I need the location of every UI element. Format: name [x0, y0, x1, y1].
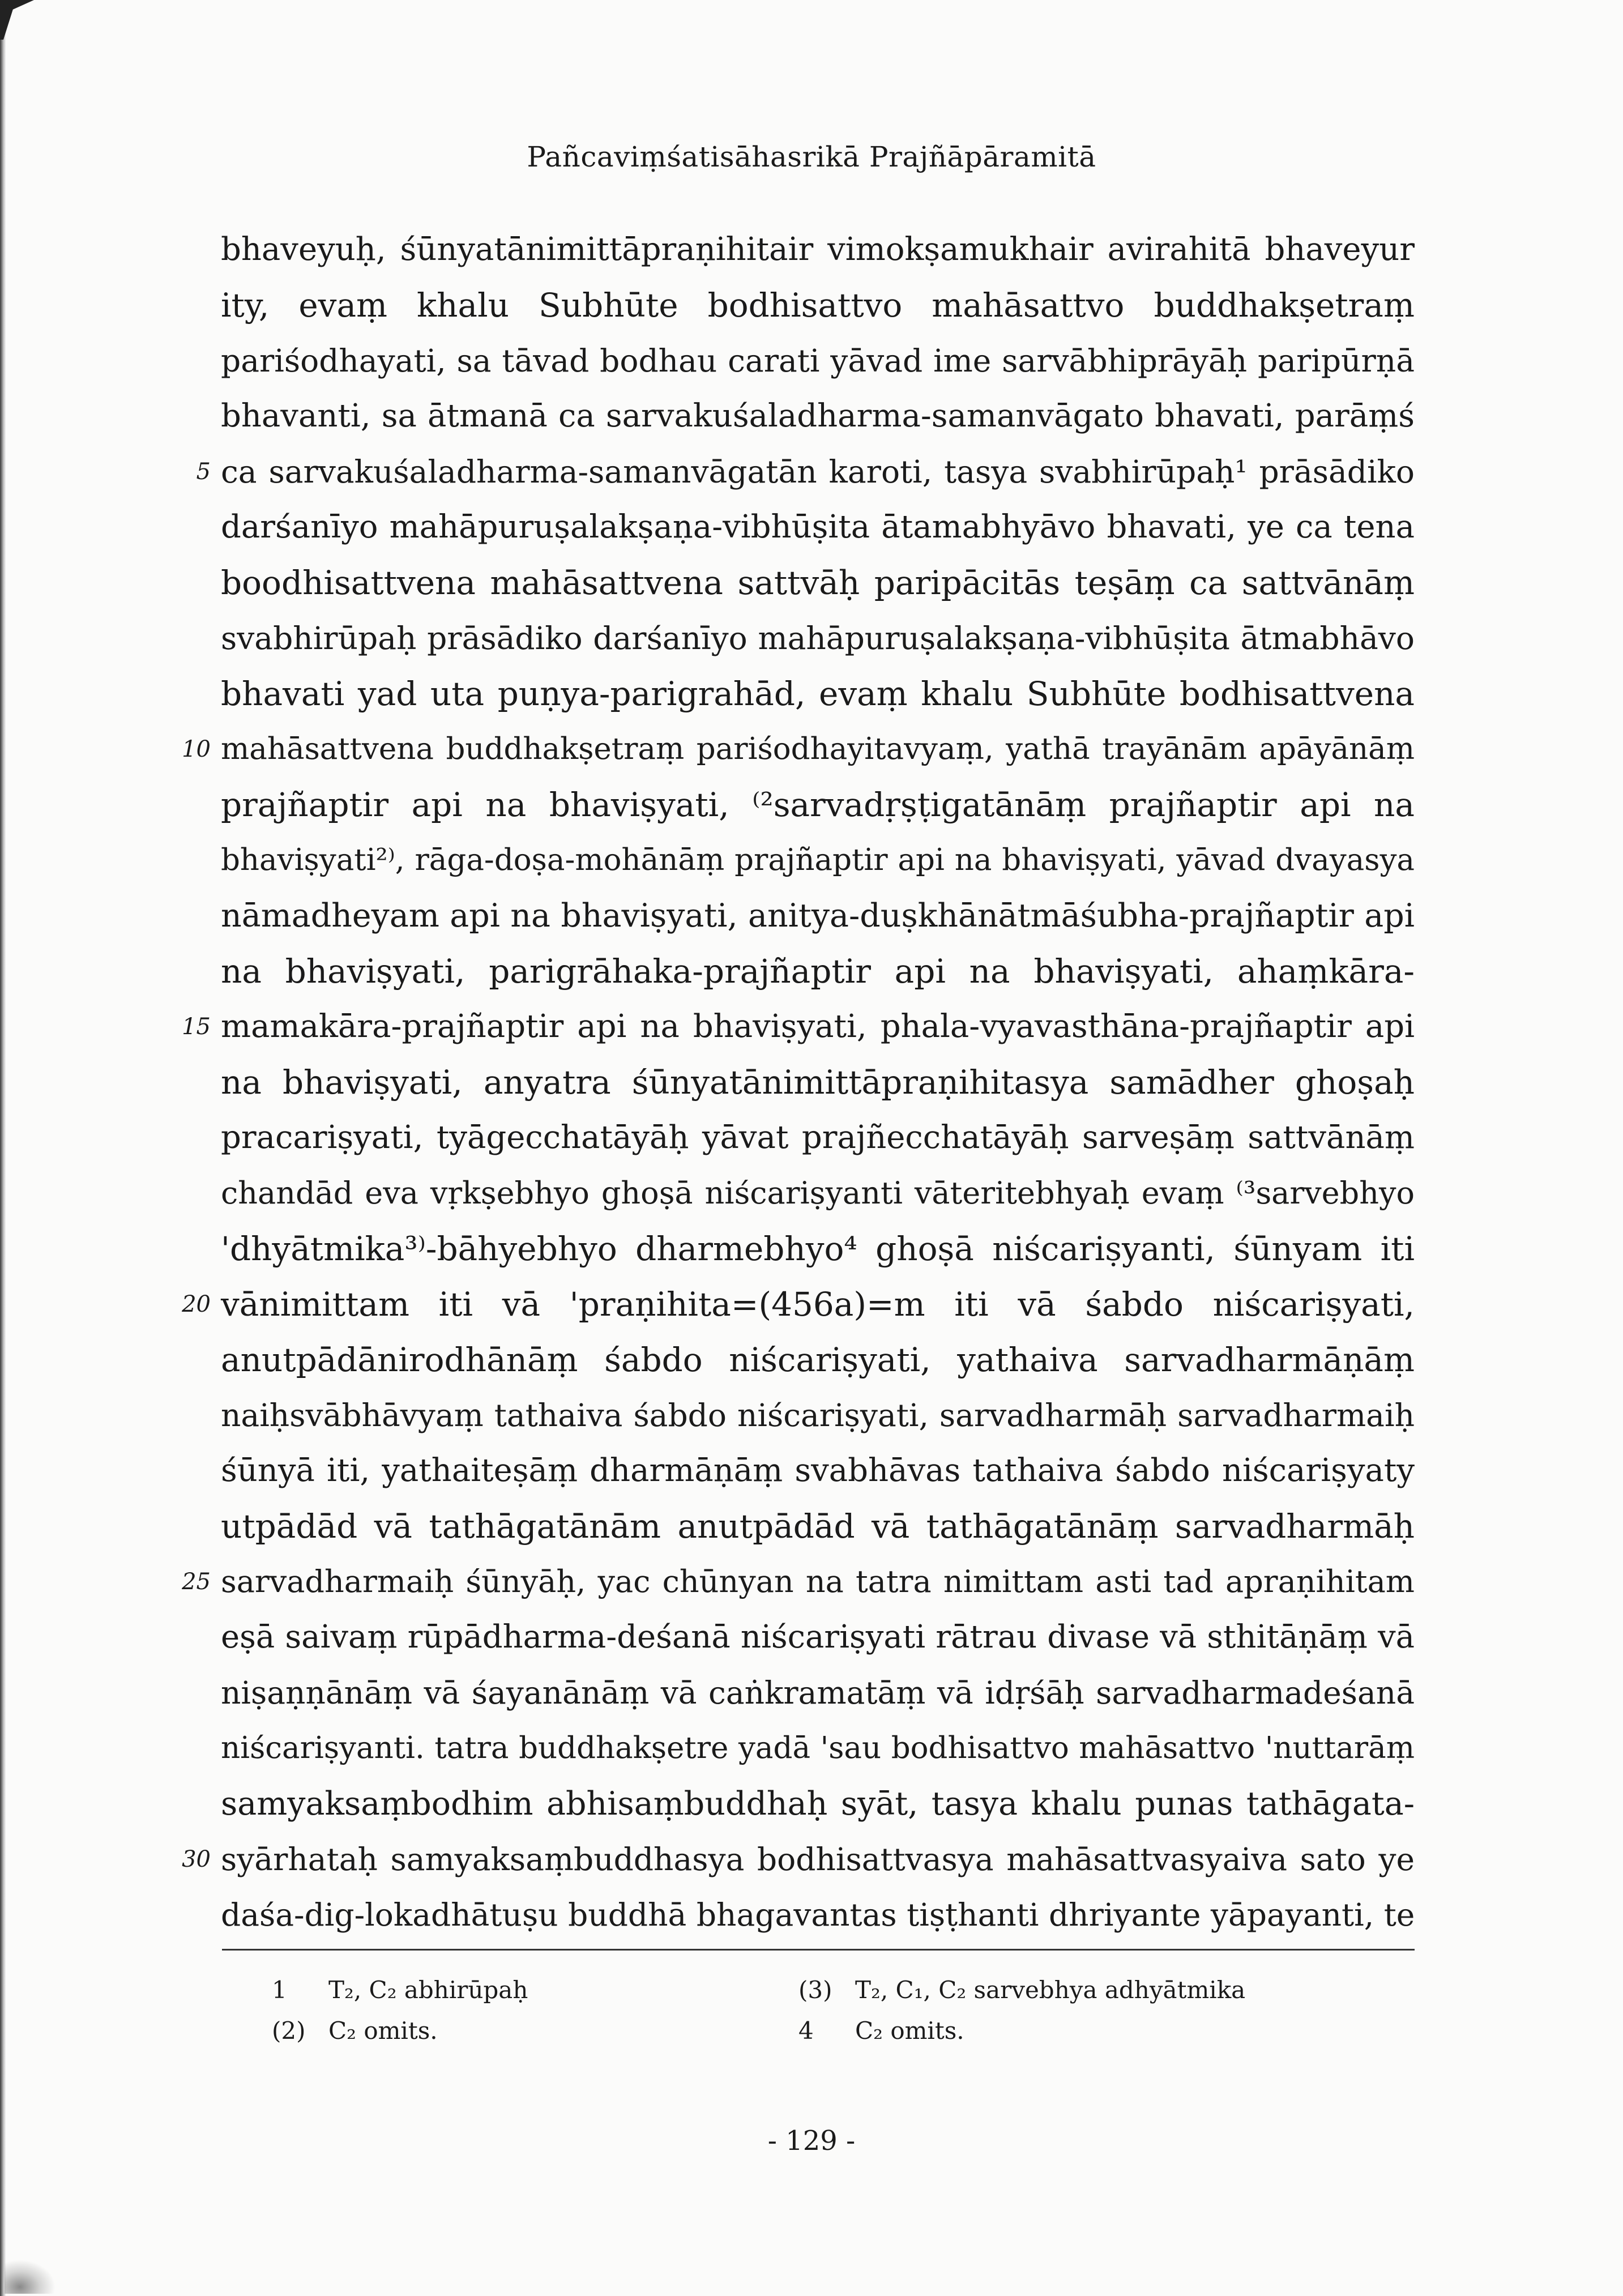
page-number: - 129 -	[767, 2125, 856, 2157]
line-text: samyaksaṃbodhim abhisaṃbuddhaḥ syāt, tasya khalu punas tathāgata-	[221, 1785, 1415, 1823]
line-text: daśa-dig-lokadhātuṣu buddhā bhagavantas tiṣṭhanti dhriyante yāpayanti, te	[221, 1897, 1415, 1933]
footnote-text: C₂ omits.	[855, 2017, 964, 2045]
footnote-mark: 1	[272, 1976, 287, 2004]
text-line	[182, 1277, 1415, 1332]
text-line	[182, 1554, 1415, 1610]
text-line	[221, 888, 1415, 944]
text-line	[221, 222, 1415, 278]
line-text: ity, evaṃ khalu Subhūte bodhisattvo mahāsattvo buddhakṣetraṃ	[221, 286, 1415, 325]
line-text: sarvadharmaiḥ śūnyāḥ, yac chūnyan na tatra nimittam asti tad apraṇihitam	[221, 1564, 1415, 1599]
line-text: vānimittam iti vā 'praṇihita=(456a)=m iti vā śabdo niścariṣyati,	[221, 1285, 1415, 1324]
line-number: 20	[182, 1291, 211, 1317]
text-line	[221, 1665, 1415, 1721]
running-head: Pañcaviṃśatisāhasrikā Prajñāpāramitā	[527, 140, 1096, 173]
line-text: niṣaṇṇānāṃ vā śayanānāṃ vā caṅkramatāṃ vā idṛśāḥ sarvadharmadeśanā	[221, 1675, 1415, 1711]
text-line	[221, 333, 1415, 389]
line-text: naiḥsvābhāvyaṃ tathaiva śabdo niścariṣyati, sarvadharmāḥ sarvadharmaiḥ	[221, 1397, 1415, 1433]
line-text: na bhaviṣyati, parigrāhaka-prajñaptir api na bhaviṣyati, ahaṃkāra-	[221, 952, 1415, 991]
line-text: na bhaviṣyati, anyatra śūnyatānimittāpraṇihitasya samādher ghoṣaḥ	[221, 1063, 1415, 1102]
text-line	[221, 944, 1415, 999]
line-text: syārhataḥ samyaksaṃbuddhasya bodhisattvasya mahāsattvasyaiva sato ye	[221, 1841, 1415, 1877]
line-number: 25	[182, 1569, 211, 1595]
line-text: niścariṣyanti. tatra buddhakṣetre yadā 'sau bodhisattvo mahāsattvo 'nuttarāṃ	[221, 1731, 1415, 1765]
footnote-text: T₂, C₁, C₂ sarvebhya adhyātmika	[855, 1976, 1246, 2004]
text-line	[221, 1721, 1415, 1776]
footnote-text: T₂, C₂ abhirūpaḥ	[328, 1976, 528, 2004]
line-text: 'dhyātmika³⁾-bāhyebhyo dharmebhyo⁴ ghoṣā niścariṣyanti, śūnyam iti	[221, 1230, 1415, 1268]
line-number: 15	[182, 1014, 211, 1040]
line-number: 10	[182, 736, 211, 762]
text-line	[221, 1499, 1415, 1554]
text-line	[221, 611, 1415, 666]
text-line	[196, 444, 1415, 500]
footnote-text: C₂ omits.	[328, 2017, 438, 2045]
text-line	[221, 1166, 1415, 1221]
line-text: svabhirūpaḥ prāsādiko darśanīyo mahāpuruṣalakṣaṇa-vibhūṣita ātmabhāvo	[221, 620, 1415, 656]
binding-edge	[0, 0, 6, 2296]
text-line	[221, 833, 1415, 888]
footnote-2	[272, 2011, 438, 2051]
text-line	[221, 666, 1415, 722]
text-line	[221, 777, 1415, 833]
line-text: bhaveyuḥ, śūnyatānimittāpraṇihitair vimokṣamukhair avirahitā bhaveyur	[221, 231, 1415, 268]
line-text: darśanīyo mahāpuruṣalakṣaṇa-vibhūṣita ātamabhyāvo bhavati, ye ca tena	[221, 509, 1415, 545]
footnote-mark: (2)	[272, 2017, 306, 2045]
text-line	[182, 722, 1415, 777]
line-text: prajñaptir api na bhaviṣyati, ⁽²sarvadṛṣṭigatānāṃ prajñaptir api na	[221, 786, 1415, 824]
line-text: utpādād vā tathāgatānām anutpādād vā tathāgatānāṃ sarvadharmāḥ	[221, 1507, 1415, 1546]
text-line	[182, 1832, 1415, 1887]
text-line	[221, 1110, 1415, 1166]
text-line	[221, 1887, 1415, 1943]
text-line	[221, 500, 1415, 555]
line-number: 30	[182, 1846, 211, 1872]
line-text: pariśodhayati, sa tāvad bodhau carati yāvad ime sarvābhiprāyāḥ paripūrṇā	[221, 343, 1415, 379]
text-line	[221, 1055, 1415, 1110]
line-text: anutpādānirodhānāṃ śabdo niścariṣyati, yathaiva sarvadharmāṇāṃ	[221, 1341, 1415, 1379]
scan-speck	[5, 2260, 55, 2294]
line-text: pracariṣyati, tyāgecchatāyāḥ yāvat prajñecchatāyāḥ sarveṣāṃ sattvānāṃ	[221, 1119, 1415, 1156]
line-text: bhavati yad uta puṇya-parigrahād, evaṃ khalu Subhūte bodhisattvena	[221, 675, 1415, 713]
line-text: śūnyā iti, yathaiteṣāṃ dharmāṇāṃ svabhāvas tathaiva śabdo niścariṣyaty	[221, 1452, 1415, 1489]
text-line	[221, 1388, 1415, 1443]
footnote-3	[798, 1970, 1245, 2011]
footnote-mark: (3)	[798, 1976, 832, 2004]
text-line	[221, 1776, 1415, 1832]
footnote-mark: 4	[798, 2017, 814, 2045]
line-text: bhaviṣyati²⁾, rāga-doṣa-mohānāṃ prajñaptir api na bhaviṣyati, yāvad dvayasya	[221, 843, 1415, 877]
binding-mark	[0, 0, 34, 40]
line-text: eṣā saivaṃ rūpādharma-deśanā niścariṣyati rātrau divase vā sthitāṇāṃ vā	[221, 1619, 1415, 1655]
text-line	[182, 999, 1415, 1055]
line-text: mahāsattvena buddhakṣetraṃ pariśodhayitavyaṃ, yathā trayānām apāyānāṃ	[221, 732, 1415, 766]
footnote-1	[272, 1970, 528, 2011]
line-text: bhavanti, sa ātmanā ca sarvakuśaladharma-samanvāgato bhavati, parāṃś	[221, 398, 1415, 434]
text-line	[221, 1332, 1415, 1388]
text-line	[221, 389, 1415, 444]
line-text: nāmadheyam api na bhaviṣyati, anitya-duṣkhānātmāśubha-prajñaptir api	[221, 897, 1415, 934]
text-line	[221, 1610, 1415, 1665]
line-text: boodhisattvena mahāsattvena sattvāḥ paripācitās teṣāṃ ca sattvānāṃ	[221, 564, 1415, 602]
footnote-4	[798, 2011, 964, 2051]
text-line	[221, 278, 1415, 333]
line-text: ca sarvakuśaladharma-samanvāgatān karoti, tasya svabhirūpaḥ¹ prāsādiko	[221, 454, 1415, 490]
text-line	[221, 555, 1415, 611]
footnote-rule	[222, 1949, 1415, 1951]
main-text	[182, 222, 1415, 1943]
text-line	[221, 1443, 1415, 1499]
text-line	[221, 1221, 1415, 1277]
line-text: chandād eva vṛkṣebhyo ghoṣā niścariṣyanti vāteritebhyaḥ evaṃ ⁽³sarvebhyo	[221, 1175, 1415, 1211]
line-number: 5	[196, 459, 211, 485]
line-text: mamakāra-prajñaptir api na bhaviṣyati, phala-vyavasthāna-prajñaptir api	[221, 1008, 1415, 1045]
